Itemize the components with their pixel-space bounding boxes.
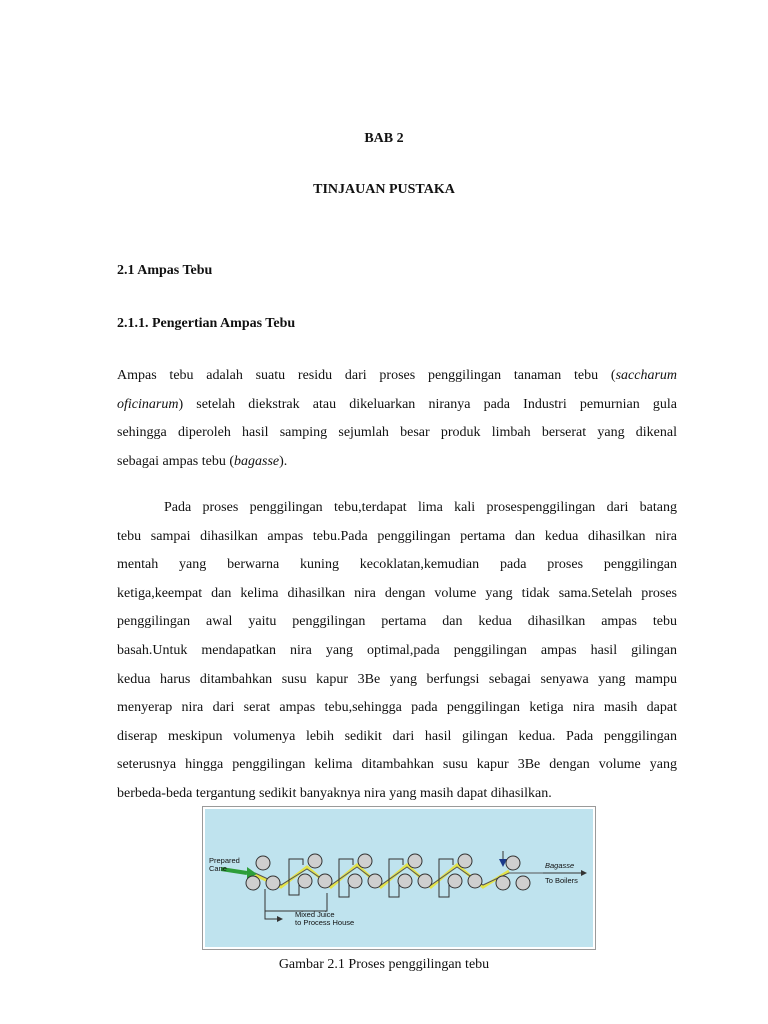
paragraph-line	[117, 448, 677, 477]
paragraph-line: sehingga diperoleh hasil samping sejumlah besar produk limbah berserat yang dikenal	[117, 425, 677, 441]
roller-icon	[496, 876, 510, 890]
roller-icon	[506, 856, 520, 870]
mill-diagram	[203, 807, 595, 949]
roller-icon	[458, 854, 472, 868]
roller-icon	[368, 874, 382, 888]
label-boilers: To Boilers	[545, 876, 578, 885]
paragraph-line: berbeda-beda tergantung sedikit banyaknya nira yang masih dapat dihasilkan.	[117, 785, 552, 801]
roller-icon	[266, 876, 280, 890]
paragraph-line: penggilingan awal yaitu penggilingan pertama dan kedua dihasilkan ampas tebu	[117, 614, 677, 630]
label-bagasse: Bagasse	[545, 861, 575, 870]
roller-icon	[448, 874, 462, 888]
paragraph-line: diserap meskipun volumenya lebih sedikit dari hasil gilingan kedua. Pada penggilingan	[117, 728, 677, 744]
label-mixed-juice: Mixed Juice	[295, 910, 335, 919]
label-cane: Cane	[209, 864, 227, 873]
chapter-title: TINJAUAN PUSTAKA	[313, 182, 455, 197]
roller-icon	[468, 874, 482, 888]
subsection-heading: 2.1.1. Pengertian Ampas Tebu	[117, 316, 296, 331]
paragraph-line: ketiga,keempat dan kelima dihasilkan nira dengan volume yang tidak sama.Setelah proses	[117, 585, 677, 601]
mill-process-figure	[202, 806, 596, 950]
roller-icon	[246, 876, 260, 890]
text-run: ) setelah diekstrak atau dikeluarkan niranya pada Industri pemurnian gula	[178, 396, 677, 412]
roller-icon	[408, 854, 422, 868]
paragraph-line	[117, 362, 677, 391]
figure-caption: Gambar 2.1 Proses penggilingan tebu	[278, 957, 490, 972]
roller-icon	[348, 874, 362, 888]
paragraph-line	[117, 391, 677, 420]
paragraph-1	[117, 362, 677, 476]
paragraph-line: tebu sampai dihasilkan ampas tebu.Pada penggilingan pertama dan kedua dihasilkan nira	[117, 528, 677, 544]
paragraph-line: Pada proses penggilingan tebu,terdapat lima kali prosespenggilingan dari batang	[164, 500, 677, 515]
roller-icon	[398, 874, 412, 888]
italic-term: bagasse	[234, 453, 280, 469]
roller-icon	[418, 874, 432, 888]
paragraph-line: basah.Untuk mendapatkan nira yang optimal,pada penggilingan ampas hasil gilingan	[117, 642, 677, 658]
italic-term: oficinarum	[117, 396, 179, 412]
paragraph-line: menyerap nira dari serat ampas tebu,sehingga pada penggilingan ketiga nira masih dapat	[117, 700, 677, 716]
roller-icon	[256, 856, 270, 870]
text-run: sebagai ampas tebu (	[117, 453, 235, 469]
roller-icon	[516, 876, 530, 890]
chapter-number: BAB 2	[364, 131, 404, 146]
label-prepared: Prepared	[209, 856, 240, 865]
paragraph-line: mentah yang berwarna kuning kecoklatan,kemudian pada proses penggilingan	[117, 557, 677, 573]
roller-icon	[298, 874, 312, 888]
section-heading: 2.1 Ampas Tebu	[117, 263, 213, 278]
paragraph-2	[117, 494, 677, 809]
italic-term: saccharum	[615, 368, 677, 383]
text-run: ).	[279, 453, 288, 469]
label-process-house: to Process House	[295, 918, 355, 927]
paragraph-line: seterusnya hingga penggilingan kelima ditambahkan susu kapur 3Be dengan volume yang	[117, 757, 677, 773]
paragraph-line: kedua harus ditambahkan susu kapur 3Be yang berfungsi sebagai senyawa yang mampu	[117, 671, 677, 687]
roller-icon	[308, 854, 322, 868]
roller-icon	[358, 854, 372, 868]
roller-icon	[318, 874, 332, 888]
text-run: Ampas tebu adalah suatu residu dari proses penggilingan tanaman tebu (	[117, 368, 616, 383]
